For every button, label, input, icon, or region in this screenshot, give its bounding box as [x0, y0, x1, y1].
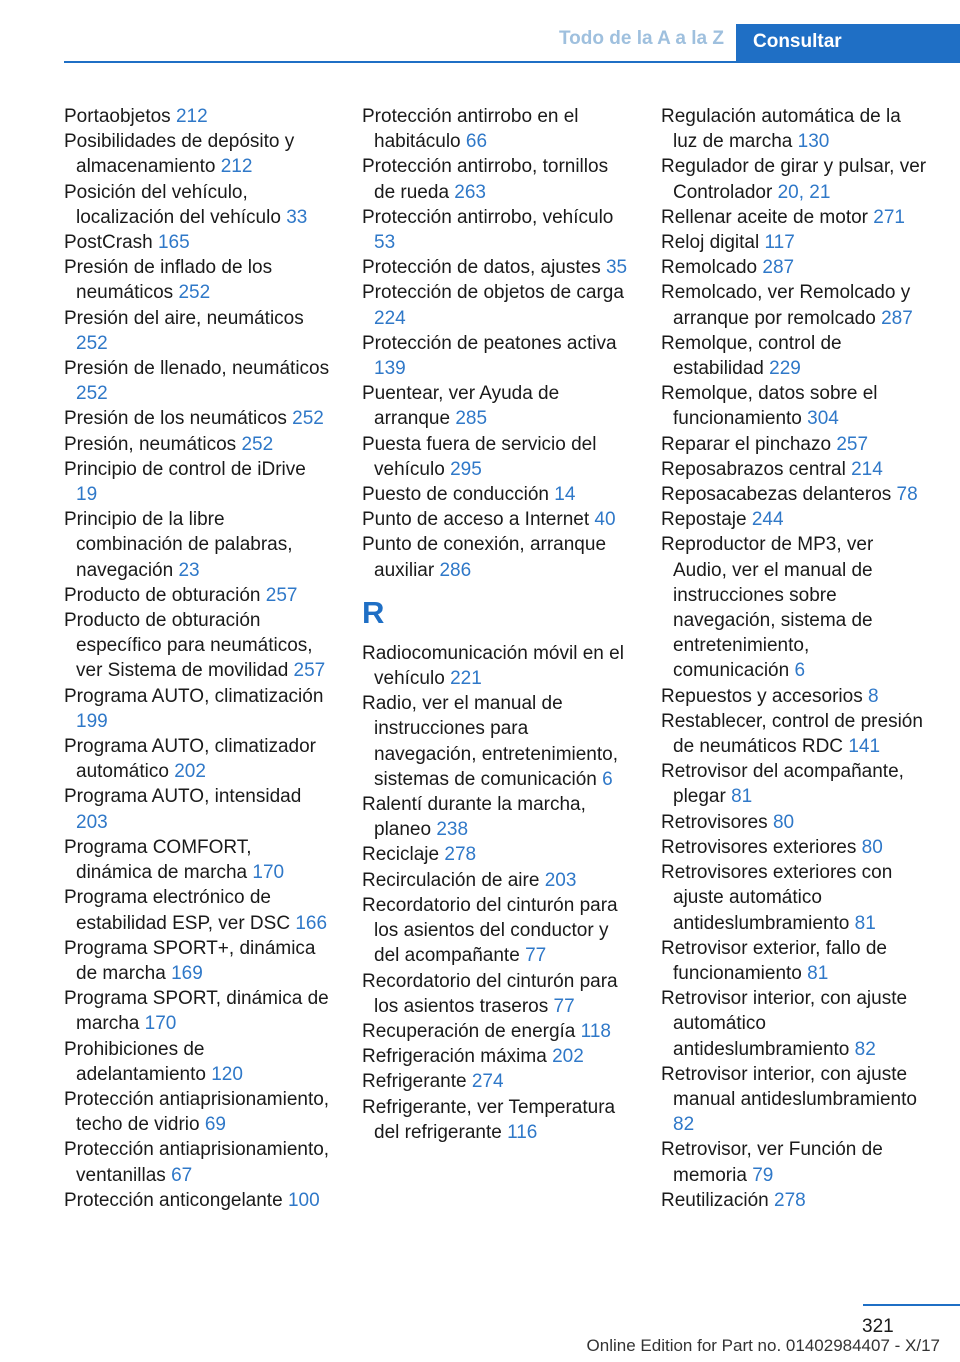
page-ref-link[interactable]: 6	[602, 768, 613, 790]
page-ref-link[interactable]: 257	[265, 584, 298, 606]
index-entry	[661, 331, 929, 381]
index-entry-text: Presión del aire, neumáticos	[64, 307, 304, 329]
index-entry-text: Posición del vehículo, localización del vehículo	[64, 181, 281, 228]
page-ref-link[interactable]: 202	[552, 1046, 584, 1068]
index-entry-text: Presión de los neumáticos	[64, 408, 287, 430]
page-ref-link[interactable]: 40	[594, 509, 616, 531]
index-entry-text: Rellenar aceite de motor	[661, 206, 868, 228]
index-entry	[64, 1137, 332, 1187]
index-entry-text: Programa SPORT, dinámica de marcha	[64, 988, 329, 1035]
page-ref-link[interactable]: 221	[450, 668, 482, 690]
index-entry	[64, 684, 332, 734]
index-entry-text: Retrovisor interior, con ajuste manual antideslumbramiento	[661, 1063, 917, 1110]
page-ref-link[interactable]: 274	[471, 1071, 504, 1093]
index-entry-text: Radio, ver el manual de instrucciones para navegación, entretenimiento, sistemas de comunicación	[362, 693, 618, 790]
index-entry-text: Punto de acceso a Internet	[362, 509, 590, 531]
index-entry-text: Regulador de girar y pulsar, ver Controlador	[661, 156, 927, 203]
index-entry	[661, 154, 929, 204]
page-ref-link[interactable]: 214	[851, 458, 883, 480]
page-ref-link[interactable]: 203	[76, 811, 108, 833]
page-ref-link[interactable]: 19	[76, 484, 98, 506]
index-entry-text: Reciclaje	[362, 844, 440, 866]
page-ref-link[interactable]: 77	[525, 945, 547, 967]
index-entry-text: Reposabrazos central	[661, 458, 846, 480]
index-entry	[661, 684, 929, 709]
page-ref-link[interactable]: 35	[605, 257, 628, 279]
index-entry	[64, 356, 332, 406]
index-entry	[661, 986, 929, 1062]
index-entry	[64, 406, 332, 431]
index-entry-text: Principio de control de iDrive	[64, 458, 306, 480]
index-entry-text: Principio de la libre combinación de palabras, navegación	[64, 509, 293, 581]
index-entry	[64, 306, 332, 356]
index-entry	[64, 180, 332, 230]
index-column-3	[661, 104, 929, 1213]
page-ref-link[interactable]: 20, 21	[777, 181, 831, 203]
index-entry	[64, 1188, 332, 1213]
index-entry-text: Portaobjetos	[64, 106, 171, 127]
page-ref-link[interactable]: 77	[553, 995, 575, 1017]
page-ref-link[interactable]: 169	[171, 962, 203, 984]
section-title[interactable]: Todo de la A a la Z	[558, 28, 724, 49]
index-entry	[64, 432, 332, 457]
page-ref-link[interactable]: 203	[544, 869, 577, 891]
page-ref-link[interactable]: 82	[854, 1038, 876, 1060]
index-entry	[362, 104, 630, 154]
index-entry	[64, 507, 332, 583]
page-ref-link[interactable]: 66	[465, 131, 488, 153]
index-entry-text: Refrigerante, ver Temperatura del refrigerante	[362, 1096, 616, 1143]
index-entry-text: Protección antirrobo en el habitáculo	[362, 106, 579, 153]
index-entry	[661, 507, 929, 532]
page-ref-link[interactable]: 252	[76, 383, 108, 405]
page-ref-link[interactable]: 23	[178, 559, 200, 581]
page-ref-link[interactable]: 6	[794, 660, 806, 682]
index-entry	[64, 986, 332, 1036]
index-entry	[362, 969, 630, 1019]
index-entry	[64, 608, 332, 684]
page-ref-link[interactable]: 252	[292, 408, 324, 430]
page-ref-link[interactable]: 170	[144, 1013, 177, 1035]
index-entry	[661, 381, 929, 431]
index-entry	[661, 810, 929, 835]
page-ref-link[interactable]: 278	[774, 1189, 806, 1211]
page-ref-link[interactable]: 130	[797, 131, 830, 153]
index-entry	[661, 205, 929, 230]
index-entry	[362, 482, 630, 507]
index-entry	[64, 835, 332, 885]
index-entry	[362, 1044, 630, 1069]
index-entry	[661, 936, 929, 986]
index-entry-text: Prohibiciones de adelantamiento	[64, 1038, 206, 1085]
index-entry	[661, 1188, 929, 1213]
index-entry	[362, 532, 630, 582]
index-entry	[661, 255, 929, 280]
page-ref-link[interactable]: 100	[287, 1189, 320, 1211]
index-entry-text: Remolque, datos sobre el funcionamiento	[661, 383, 878, 430]
index-entry-text: Retrovisores exteriores	[661, 836, 857, 858]
index-entry-text: Retrovisor, ver Función de memoria	[661, 1139, 883, 1186]
page-ref-link[interactable]: 285	[455, 408, 488, 430]
index-entry-text: PostCrash	[64, 232, 153, 254]
page-ref-link[interactable]: 78	[896, 484, 918, 506]
index-entry	[64, 784, 332, 834]
index-entry-text: Programa AUTO, climatización	[64, 685, 324, 707]
index-entry-text: Repuestos y accesorios	[661, 685, 863, 707]
index-entry-text: Protección de objetos de carga	[362, 282, 624, 304]
page-ref-link[interactable]: 120	[211, 1063, 243, 1085]
index-entry-text: Retrovisores exteriores con ajuste automático antideslumbramiento	[661, 862, 893, 934]
index-entry	[661, 1137, 929, 1187]
index-entry	[362, 868, 630, 893]
page-ref-link[interactable]: 67	[171, 1164, 193, 1186]
index-entry	[362, 381, 630, 431]
index-entry-text: Programa AUTO, intensidad	[64, 786, 302, 808]
index-entry-text: Presión, neumáticos	[64, 433, 237, 455]
index-entry	[362, 893, 630, 969]
page-ref-link[interactable]: 79	[752, 1164, 774, 1186]
index-entry-text: Refrigerante	[362, 1071, 467, 1093]
page-ref-link[interactable]: 212	[175, 106, 208, 127]
index-entry-text: Producto de obturación	[64, 584, 261, 606]
index-entry-text: Restablecer, control de presión de neumáticos RDC	[661, 710, 923, 758]
index-entry	[64, 104, 332, 129]
index-entry	[661, 230, 929, 255]
page-ref-link[interactable]: 141	[848, 736, 881, 758]
index-entry-text: Puesto de conducción	[362, 484, 549, 506]
page-ref-link[interactable]: 81	[731, 786, 753, 808]
page-ref-link[interactable]: 257	[836, 433, 869, 455]
index-entry-text: Protección antirrobo, tornillos de rueda	[362, 156, 609, 203]
page-ref-link[interactable]: 212	[220, 156, 253, 178]
index-entry-text: Reutilización	[661, 1189, 769, 1211]
index-entry	[661, 860, 929, 936]
index-entry-text: Recordatorio del cinturón para los asientos traseros	[362, 970, 618, 1017]
index-entry	[64, 129, 332, 179]
index-entry	[362, 280, 630, 330]
page-ref-link[interactable]: 271	[873, 206, 905, 228]
index-entry-text: Recuperación de energía	[362, 1020, 576, 1042]
index-entry-text: Radiocomunicación móvil en el vehículo	[362, 642, 624, 690]
index-entry-text: Refrigeración máxima	[362, 1046, 547, 1068]
index-entry	[362, 331, 630, 381]
index-entry-text: Protección de datos, ajustes	[362, 257, 601, 279]
page-ref-link[interactable]: 81	[854, 912, 876, 934]
index-entry-text: Programa AUTO, climatizador automático	[64, 736, 317, 783]
index-entry	[362, 205, 630, 255]
page-ref-link[interactable]: 14	[554, 484, 576, 506]
index-entry	[64, 1087, 332, 1137]
index-entry-text: Reloj digital	[661, 232, 760, 254]
header-rule	[64, 61, 960, 63]
index-entry-text: Protección antiaprisionamiento, ventanillas	[64, 1139, 330, 1186]
index-entry-text: Reposacabezas delanteros	[661, 484, 892, 506]
index-entry-text: Reproductor de MP3, ver Audio, ver el manual de instrucciones sobre navegación, sistema de entretenimiento, comunicación	[661, 534, 874, 682]
index-entry-text: Retrovisor exterior, fallo de funcionamiento	[661, 937, 887, 984]
page-ref-link[interactable]: 202	[174, 761, 206, 783]
page-ref-link[interactable]: 117	[764, 232, 795, 254]
index-entry-text: Ralentí durante la marcha, planeo	[362, 794, 586, 841]
page-ref-link[interactable]: 287	[881, 307, 913, 329]
index-entry-text: Recordatorio del cinturón para los asientos del conductor y del acompañante	[362, 894, 618, 967]
page-ref-link[interactable]: 139	[374, 358, 406, 380]
index-entry-text: Protección de peatones activa	[362, 332, 617, 354]
index-entry	[661, 1062, 929, 1138]
page-header	[0, 0, 960, 64]
index-entry	[362, 792, 630, 842]
index-entry-text: Remolcado, ver Remolcado y arranque por remolcado	[661, 282, 911, 329]
index-entry-text: Presión de inflado de los neumáticos	[64, 257, 273, 304]
tab-consultar[interactable]: Consultar	[736, 24, 960, 62]
index-entry	[362, 507, 630, 532]
index-entry-text: Retrovisor interior, con ajuste automático antideslumbramiento	[661, 988, 908, 1060]
index-entry	[661, 532, 929, 683]
page-ref-link[interactable]: 287	[762, 257, 795, 279]
page-ref-link[interactable]: 53	[374, 232, 396, 254]
page-ref-link[interactable]: 244	[751, 509, 784, 531]
page-ref-link[interactable]: 295	[450, 458, 482, 480]
index-entry	[64, 583, 332, 608]
index-entry	[362, 1095, 630, 1145]
page-ref-link[interactable]: 82	[673, 1114, 695, 1136]
page-ref-link[interactable]: 81	[807, 962, 829, 984]
index-entry	[661, 759, 929, 809]
index-entry	[661, 432, 929, 457]
index-entry-text: Programa SPORT+, dinámica de marcha	[64, 937, 316, 984]
edition-note: Online Edition for Part no. 01402984407 - X/17	[586, 1336, 940, 1355]
index-entry	[64, 1037, 332, 1087]
index-column-1	[64, 104, 332, 1213]
index-entry	[64, 734, 332, 784]
page-ref-link[interactable]: 304	[807, 408, 839, 430]
page-ref-link[interactable]: 170	[252, 862, 285, 884]
index-letter-heading: R	[362, 594, 385, 630]
index-entry-text: Reparar el pinchazo	[661, 433, 832, 455]
index-entry	[64, 230, 332, 255]
index-entry-text: Presión de llenado, neumáticos	[64, 358, 330, 380]
index-entry-text: Remolcado	[661, 257, 758, 279]
index-entry-text: Repostaje	[661, 509, 747, 531]
index-entry	[661, 104, 929, 154]
index-entry	[362, 691, 630, 792]
index-entry-text: Programa COMFORT, dinámica de marcha	[64, 836, 252, 884]
index-entry	[661, 709, 929, 759]
index-entry	[64, 936, 332, 986]
page-ref-link[interactable]: 252	[241, 433, 274, 455]
index-entry-text: Puesta fuera de servicio del vehículo	[362, 433, 597, 480]
page-ref-link[interactable]: 286	[439, 559, 472, 581]
index-entry	[362, 1069, 630, 1094]
page-ref-link[interactable]: 278	[444, 844, 477, 866]
index-entry	[661, 280, 929, 330]
page-ref-link[interactable]: 33	[286, 206, 308, 228]
index-entry-text: Puentear, ver Ayuda de arranque	[362, 383, 560, 430]
index-column-2	[362, 104, 630, 1145]
index-entry-text: Retrovisor del acompañante, plegar	[661, 761, 904, 808]
index-entry-text: Remolque, control de estabilidad	[661, 332, 842, 380]
page-ref-link[interactable]: 8	[868, 685, 879, 707]
index-entry	[64, 457, 332, 507]
page-ref-link[interactable]: 224	[374, 307, 406, 329]
page-ref-link[interactable]: 116	[507, 1121, 538, 1143]
index-entry	[64, 885, 332, 935]
index-entry-text: Punto de conexión, arranque auxiliar	[362, 534, 607, 581]
index-entry	[362, 1019, 630, 1044]
index-entry-text: Protección antirrobo, vehículo	[362, 206, 614, 228]
index-entry	[362, 432, 630, 482]
index-entry	[362, 842, 630, 867]
page-ref-link[interactable]: 80	[861, 836, 883, 858]
index-entry-text: Protección antiaprisionamiento, techo de vidrio	[64, 1088, 330, 1136]
index-entry	[661, 835, 929, 860]
page-ref-link[interactable]: 199	[76, 710, 108, 732]
page-ref-link[interactable]: 257	[293, 660, 326, 682]
index-entry-text: Retrovisores	[661, 811, 768, 833]
page-ref-link[interactable]: 165	[157, 232, 190, 254]
page-ref-link[interactable]: 166	[295, 912, 328, 934]
index-entry-text: Protección anticongelante	[64, 1189, 283, 1211]
page-number: 321	[862, 1316, 894, 1337]
index-entry-text: Posibilidades de depósito y almacenamiento	[64, 131, 295, 178]
page-ref-link[interactable]: 229	[769, 358, 801, 380]
page-ref-link[interactable]: 238	[436, 819, 469, 841]
page-ref-link[interactable]: 252	[178, 282, 211, 304]
index-entry-text: Recirculación de aire	[362, 869, 540, 891]
index-entry-text: Programa electrónico de estabilidad ESP, ver DSC	[64, 887, 291, 934]
index-entry-text: Regulación automática de la luz de marcha	[661, 106, 901, 153]
index-entry	[362, 641, 630, 691]
index-entry	[661, 482, 929, 507]
page-ref-link[interactable]: 263	[454, 181, 486, 203]
index-entry	[64, 255, 332, 305]
page-ref-link[interactable]: 69	[204, 1114, 226, 1136]
index-entry	[362, 154, 630, 204]
page-ref-link[interactable]: 118	[580, 1020, 611, 1042]
page-ref-link[interactable]: 252	[76, 332, 108, 354]
footer-rule	[863, 1304, 960, 1306]
index-entry	[362, 255, 630, 280]
index-entry	[661, 457, 929, 482]
index-entry-text: Producto de obturación específico para neumáticos, ver Sistema de movilidad	[64, 610, 313, 682]
page-ref-link[interactable]: 80	[772, 811, 795, 833]
